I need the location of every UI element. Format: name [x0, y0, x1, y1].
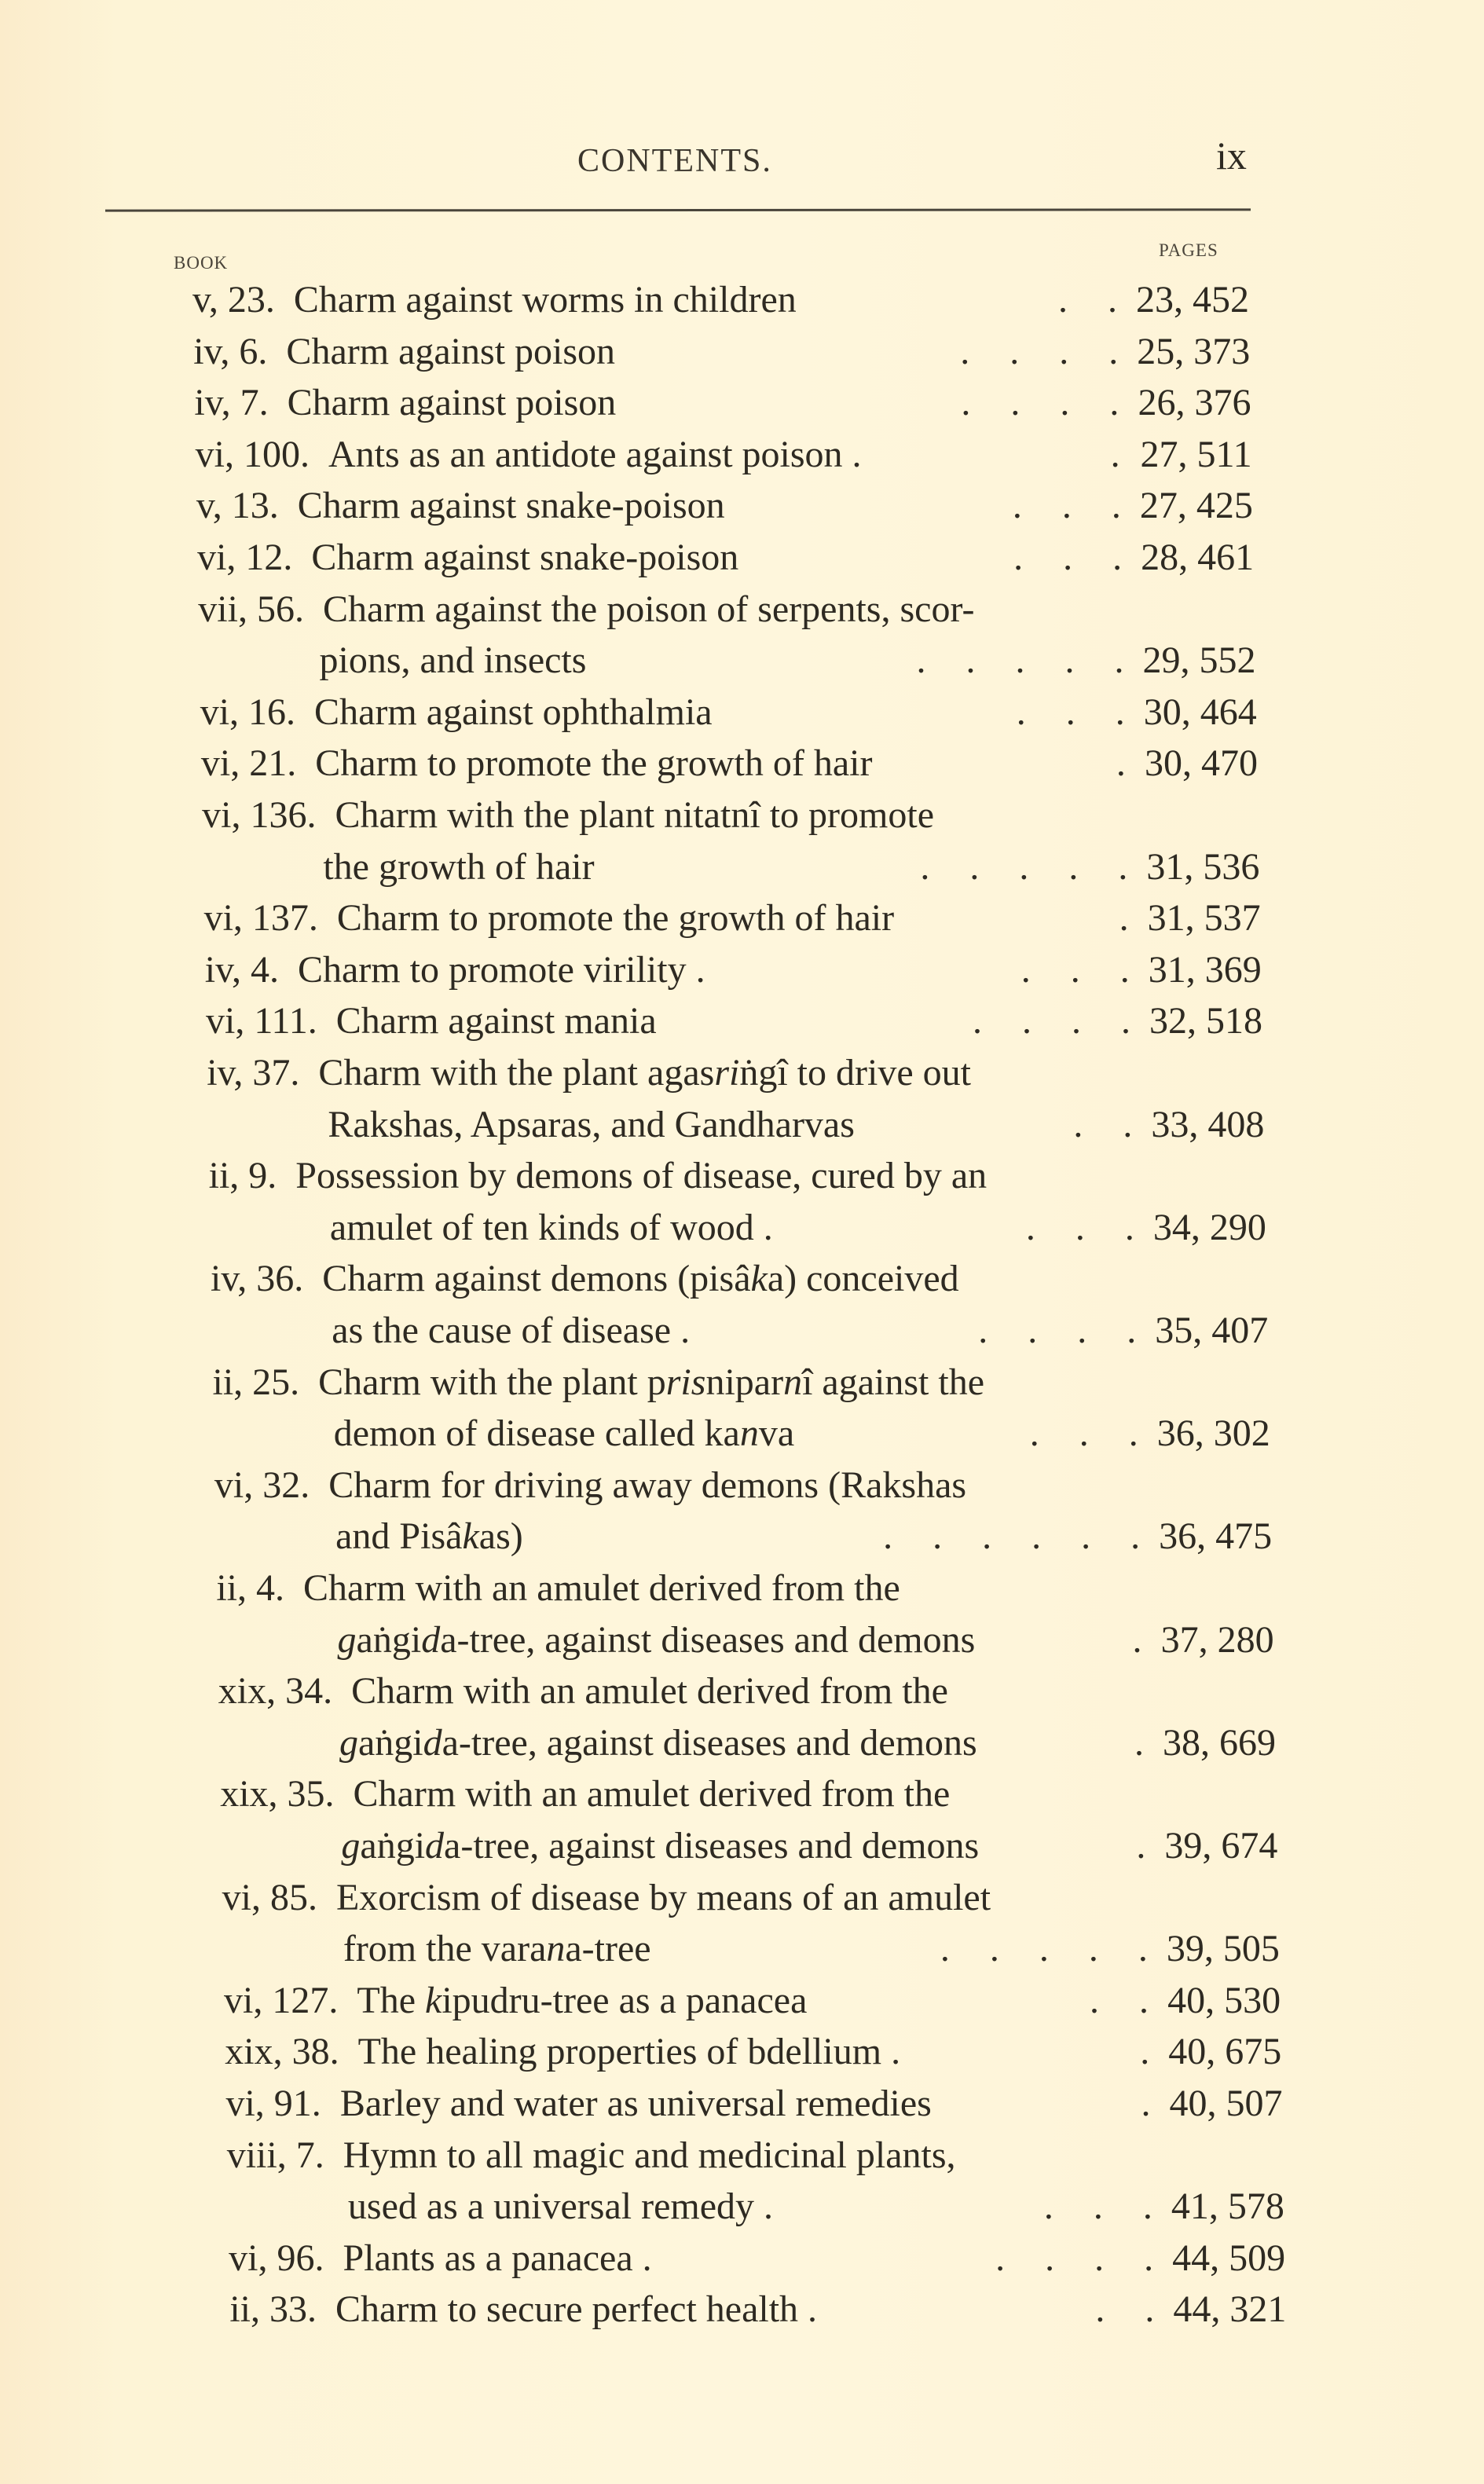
- book-reference: vi, 127.: [224, 1979, 357, 2021]
- leader-dot: .: [1045, 2237, 1055, 2279]
- book-reference: ii, 4.: [216, 1567, 303, 1609]
- entry-line: [204, 895, 895, 942]
- entry-continuation-line: [334, 1410, 794, 1457]
- entry-line: [220, 1771, 950, 1818]
- entry-continuation-line: [319, 637, 586, 684]
- entry-title: Charm to secure perfect health .: [335, 2288, 818, 2331]
- entry-title: Exorcism of disease by means of an amulet: [335, 1876, 991, 1918]
- leader-dot: .: [1059, 330, 1069, 372]
- header-rule: [105, 208, 1251, 211]
- page-reference: 34, 290: [1152, 1206, 1266, 1248]
- leader-dot: .: [1116, 742, 1126, 785]
- leader-dot: .: [1081, 1515, 1091, 1558]
- leader-dot: .: [1142, 2185, 1152, 2228]
- page-reference: 40, 530: [1167, 1979, 1281, 2021]
- entry-title: Charm with an amulet derived from the: [351, 1670, 948, 1713]
- page-reference: 41, 578: [1171, 2185, 1284, 2228]
- leader-dot: .: [1093, 2185, 1103, 2228]
- book-reference: vi, 16.: [200, 691, 315, 733]
- book-reference: vi, 21.: [200, 742, 316, 785]
- leader-dot: .: [1108, 279, 1117, 321]
- page-reference: 39, 674: [1164, 1825, 1278, 1867]
- entry-line: [218, 1668, 948, 1715]
- book-reference: vi, 96.: [229, 2237, 343, 2279]
- book-reference: vi, 91.: [225, 2083, 340, 2124]
- book-reference: viii, 7.: [226, 2134, 343, 2176]
- book-reference: vii, 56.: [198, 588, 323, 630]
- book-reference: iv, 7.: [194, 382, 288, 424]
- leader-dot: .: [1090, 1979, 1100, 2021]
- entry-continuation-line: [343, 1925, 651, 1973]
- entry-line: [206, 998, 657, 1045]
- entry-line: [194, 379, 616, 427]
- entry-line: [214, 1462, 966, 1509]
- entry-title: Charm against demons (pisâka) conceived: [322, 1258, 959, 1300]
- entry-title: Charm with an amulet derived from the: [303, 1567, 900, 1609]
- entry-line: [229, 2235, 652, 2282]
- leader-dot: .: [1061, 485, 1072, 527]
- book-reference: vi, 136.: [202, 794, 335, 836]
- entry-title: Possession by demons of disease, cured by an: [295, 1155, 988, 1197]
- page-reference: 28, 461: [1141, 537, 1255, 578]
- leader-dot: .: [1058, 279, 1068, 321]
- entry-title: amulet of ten kinds of wood .: [329, 1206, 773, 1248]
- leader-dot: .: [1028, 1310, 1038, 1351]
- entry-line: [202, 792, 934, 839]
- book-reference: xix, 34.: [218, 1670, 352, 1713]
- leader-dot: .: [883, 1515, 893, 1558]
- page-reference: 39, 505: [1166, 1928, 1280, 1970]
- page-reference: 44, 509: [1172, 2237, 1286, 2279]
- entry-title: from the varana-tree: [343, 1928, 651, 1970]
- page-reference: 30, 470: [1144, 742, 1258, 785]
- entry-title: gaṅgida-tree, against diseases and demons: [337, 1618, 976, 1661]
- page-reference: 27, 425: [1139, 485, 1253, 527]
- entry-continuation-line: [341, 1823, 979, 1870]
- leader-dot: .: [1109, 382, 1119, 424]
- entry-title: Charm against snake-poison: [311, 537, 739, 578]
- book-reference: vi, 32.: [214, 1464, 329, 1506]
- leader-dot: .: [972, 1000, 982, 1042]
- entry-line: [192, 277, 797, 324]
- leader-dot: .: [1020, 948, 1031, 991]
- leader-dot: .: [1141, 2083, 1151, 2124]
- entry-continuation-line: [339, 1720, 977, 1767]
- leader-dot: .: [1013, 537, 1024, 578]
- page-reference: 35, 407: [1155, 1310, 1269, 1351]
- entry-line: [193, 328, 615, 376]
- leader-dot: .: [1019, 845, 1029, 888]
- entry-line: [211, 1255, 959, 1302]
- leader-dot: .: [1075, 1206, 1085, 1248]
- leader-dot: .: [1012, 485, 1022, 527]
- entry-title: Charm against poison: [286, 330, 616, 372]
- book-reference: ii, 25.: [212, 1361, 319, 1403]
- page-reference: 40, 675: [1168, 2031, 1282, 2073]
- entry-title: Charm to promote virility .: [297, 948, 705, 991]
- entry-title: Ants as an antidote against poison .: [328, 433, 862, 475]
- leader-dot: .: [1065, 691, 1075, 733]
- leader-dot: .: [1123, 1103, 1133, 1145]
- leader-dot: .: [1140, 2031, 1150, 2073]
- entry-line: [225, 2080, 931, 2127]
- entry-title: used as a universal remedy .: [347, 2185, 774, 2228]
- leader-dot: .: [1025, 1206, 1035, 1248]
- entry-line: [200, 689, 713, 736]
- book-reference: v, 23.: [192, 279, 294, 321]
- entry-line: [196, 482, 725, 529]
- entry-continuation-line: [330, 1204, 773, 1251]
- entry-title: Charm against the poison of serpents, scor-: [322, 588, 975, 630]
- entry-title: Charm with the plant agasriṅgî to drive out: [318, 1052, 971, 1094]
- page-reference: 25, 373: [1137, 330, 1251, 372]
- book-reference: vi, 12.: [197, 537, 312, 578]
- entry-line: [205, 947, 705, 994]
- book-reference: vi, 85.: [222, 1876, 336, 1918]
- leader-dot: .: [966, 639, 976, 682]
- leader-dot: .: [1136, 1825, 1146, 1867]
- leader-dot: .: [1070, 948, 1080, 991]
- leader-dot: .: [961, 382, 971, 424]
- leader-dot: .: [1068, 845, 1079, 888]
- leader-dot: .: [1127, 1310, 1137, 1351]
- entry-title: Charm to promote the growth of hair: [315, 742, 873, 785]
- leader-dot: .: [1010, 382, 1020, 424]
- leader-dot: .: [969, 845, 980, 888]
- leader-dot: .: [989, 1928, 999, 1970]
- leader-dot: .: [1031, 1515, 1042, 1558]
- book-reference: iv, 36.: [211, 1258, 323, 1300]
- leader-dot: .: [1079, 1412, 1089, 1455]
- page-reference: 44, 321: [1173, 2288, 1287, 2331]
- leader-dot: .: [1063, 537, 1073, 578]
- entry-continuation-line: [338, 1617, 976, 1664]
- page-reference: 29, 552: [1142, 639, 1256, 682]
- leader-dot: .: [916, 639, 926, 682]
- leader-dot: .: [1132, 1618, 1142, 1661]
- leader-dot: .: [933, 1515, 943, 1558]
- entry-line: [209, 1152, 988, 1200]
- leader-dot: .: [1015, 639, 1025, 682]
- book-reference: ii, 33.: [229, 2288, 335, 2331]
- leader-dot: .: [1139, 1979, 1149, 2021]
- entry-line: [212, 1359, 984, 1406]
- book-reference: xix, 38.: [225, 2031, 358, 2073]
- page-number: ix: [1216, 134, 1247, 178]
- leader-dot: .: [1043, 2185, 1053, 2228]
- leader-dot: .: [1130, 1515, 1141, 1558]
- leader-dot: .: [1009, 330, 1020, 372]
- page-reference: 31, 537: [1147, 897, 1261, 940]
- leader-dot: .: [1145, 2288, 1155, 2331]
- page-reference: 36, 302: [1156, 1412, 1270, 1455]
- leader-dot: .: [1016, 691, 1026, 733]
- entry-line: [229, 2286, 817, 2333]
- page-reference: 33, 408: [1151, 1103, 1265, 1145]
- entry-title: gaṅgida-tree, against diseases and demons: [341, 1825, 980, 1867]
- leader-dot: .: [1108, 330, 1119, 372]
- leader-dot: .: [1088, 1928, 1098, 1970]
- entry-title: Charm with the plant nitatnî to promote: [335, 794, 935, 836]
- leader-dot: .: [995, 2237, 1006, 2279]
- entry-continuation-line: [328, 1101, 855, 1149]
- leader-dot: .: [1021, 1000, 1031, 1042]
- page-reference: 31, 369: [1148, 948, 1262, 991]
- entry-line: [227, 2132, 956, 2179]
- page-reference: 31, 536: [1146, 845, 1260, 888]
- leader-dot: .: [1114, 639, 1124, 682]
- leader-dot: .: [1060, 382, 1070, 424]
- book-reference: iv, 6.: [193, 330, 287, 372]
- column-heading-pages: PAGES: [1159, 240, 1218, 260]
- entry-title: Barley and water as universal remedies: [339, 2083, 932, 2124]
- leader-dot: .: [1039, 1928, 1049, 1970]
- page-reference: 23, 452: [1136, 279, 1249, 321]
- leader-dot: .: [1120, 1000, 1130, 1042]
- page-reference: 38, 669: [1162, 1721, 1276, 1764]
- entry-title: Charm against poison: [287, 382, 617, 424]
- entry-title: Charm to promote the growth of hair: [336, 897, 895, 940]
- book-reference: v, 13.: [196, 485, 298, 527]
- entry-title: demon of disease called kanva: [333, 1412, 795, 1455]
- entry-title: Charm against mania: [335, 1000, 657, 1042]
- leader-dot: .: [940, 1928, 950, 1970]
- entry-title: The healing properties of bdellium .: [357, 2031, 901, 2073]
- book-reference: ii, 9.: [208, 1155, 296, 1197]
- entry-title: Charm with an amulet derived from the: [353, 1773, 951, 1815]
- leader-dot: .: [1134, 1721, 1144, 1764]
- entry-line: [196, 431, 862, 478]
- leader-dot: .: [1077, 1310, 1087, 1351]
- entry-title: Charm against ophthalmia: [314, 691, 713, 733]
- entry-title: the growth of hair: [323, 845, 595, 888]
- leader-dot: .: [1073, 1103, 1083, 1145]
- leader-dot: .: [1128, 1412, 1138, 1455]
- leader-dot: .: [1119, 948, 1130, 991]
- entry-title: Plants as a panacea .: [343, 2237, 652, 2279]
- leader-dot: .: [1112, 537, 1123, 578]
- entry-line: [207, 1050, 971, 1097]
- entry-line: [216, 1565, 900, 1612]
- entry-title: The kipudru-tree as a panacea: [357, 1979, 808, 2021]
- entry-continuation-line: [323, 844, 594, 891]
- leader-dot: .: [1124, 1206, 1134, 1248]
- entry-line: [225, 2028, 900, 2075]
- leader-dot: .: [1029, 1412, 1039, 1455]
- entry-line: [198, 586, 974, 633]
- entry-line: [197, 534, 738, 581]
- leader-dot: .: [1095, 2288, 1105, 2331]
- entry-title: gaṅgida-tree, against diseases and demons: [339, 1721, 977, 1764]
- entry-continuation-line: [348, 2183, 773, 2230]
- entry-title: Rakshas, Apsaras, and Gandharvas: [328, 1103, 855, 1145]
- entry-title: and Pisâkas): [335, 1515, 523, 1558]
- entry-line: [222, 1874, 991, 1922]
- page-reference: 26, 376: [1138, 382, 1251, 424]
- leader-dot: .: [960, 330, 970, 372]
- page-reference: 27, 511: [1140, 433, 1252, 475]
- book-reference: vi, 100.: [195, 433, 328, 475]
- entry-title: as the cause of disease .: [332, 1310, 691, 1351]
- leader-dot: .: [1111, 485, 1121, 527]
- leader-dot: .: [1144, 2237, 1154, 2279]
- book-reference: iv, 37.: [207, 1052, 319, 1094]
- leader-dot: .: [1110, 433, 1120, 475]
- leader-dot: .: [1119, 897, 1129, 940]
- entry-line: [201, 740, 873, 787]
- page-reference: 30, 464: [1143, 691, 1257, 733]
- leader-dot: .: [978, 1310, 988, 1351]
- leader-dot: .: [1064, 639, 1075, 682]
- running-title: CONTENTS.: [577, 143, 772, 179]
- entry-title: pions, and insects: [319, 639, 587, 682]
- entry-title: Charm against snake-poison: [297, 485, 725, 527]
- entry-title: Charm against worms in children: [293, 279, 797, 321]
- page-reference: 36, 475: [1159, 1515, 1273, 1558]
- entry-title: Charm with the plant prisniparnî against the: [318, 1361, 985, 1403]
- entry-continuation-line: [332, 1307, 690, 1354]
- leader-dot: .: [920, 845, 930, 888]
- book-reference: iv, 4.: [204, 948, 298, 991]
- page-reference: 32, 518: [1149, 1000, 1262, 1042]
- page-reference: 37, 280: [1160, 1618, 1274, 1661]
- leader-dot: .: [1115, 691, 1125, 733]
- leader-dot: .: [1118, 845, 1128, 888]
- entry-line: [224, 1977, 807, 2024]
- column-heading-book: BOOK: [174, 253, 229, 273]
- entry-title: Charm for driving away demons (Rakshas: [328, 1464, 967, 1506]
- leader-dot: .: [1094, 2237, 1105, 2279]
- leader-dot: .: [1138, 1928, 1148, 1970]
- book-reference: xix, 35.: [220, 1773, 354, 1815]
- book-reference: vi, 137.: [203, 897, 337, 940]
- leader-dot: .: [982, 1515, 992, 1558]
- leader-dot: .: [1071, 1000, 1081, 1042]
- page-reference: 40, 507: [1169, 2083, 1283, 2124]
- book-reference: vi, 111.: [205, 1000, 336, 1042]
- entry-title: Hymn to all magic and medicinal plants,: [343, 2134, 956, 2176]
- entry-continuation-line: [335, 1513, 523, 1560]
